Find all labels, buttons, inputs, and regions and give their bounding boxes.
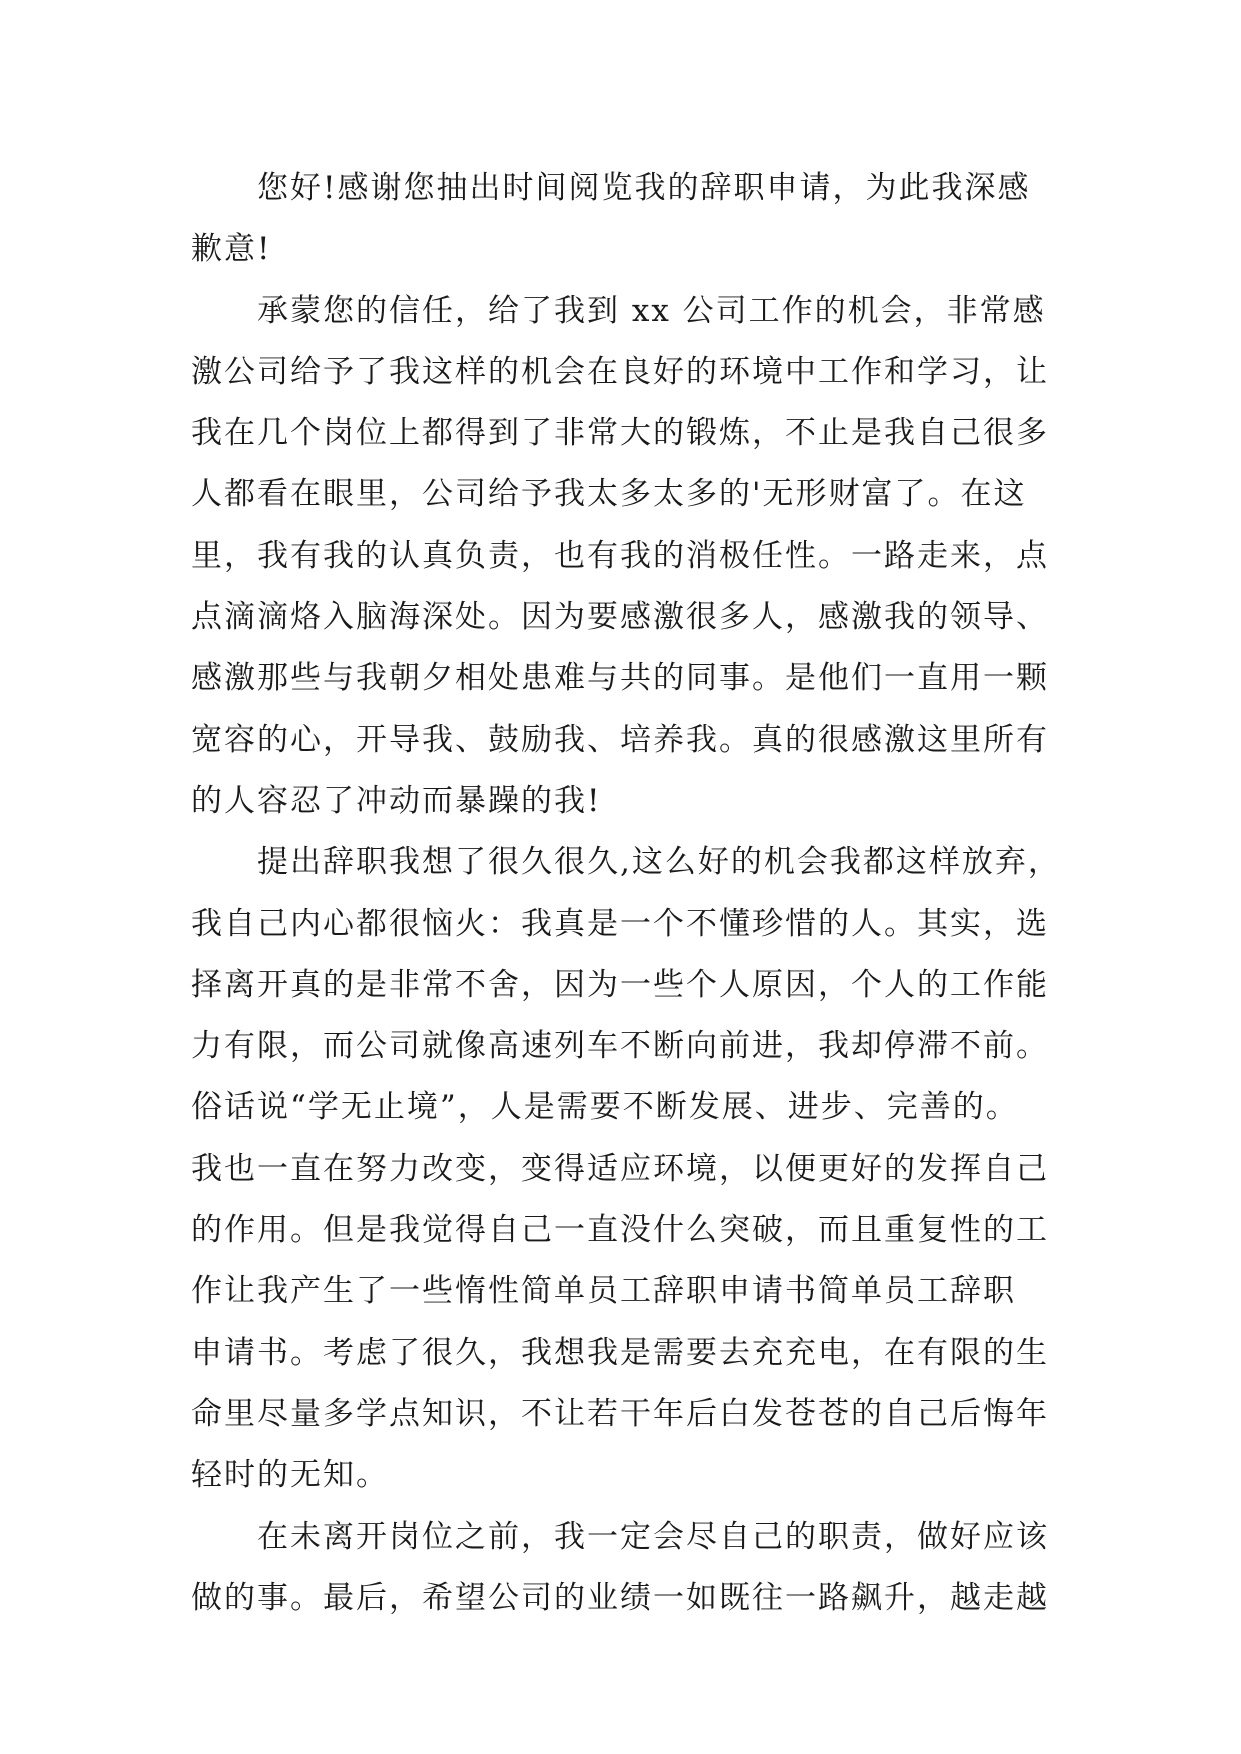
paragraph-2-line-7: 感激那些与我朝夕相处患难与共的同事。是他们一直用一颗 <box>191 660 1049 697</box>
paragraph-4-line-1: 在未离开岗位之前，我一定会尽自己的职责，做好应该 <box>257 1518 1049 1555</box>
paragraph-3-line-3: 择离开真的是非常不舍，因为一些个人原因，个人的工作能 <box>191 966 1049 1003</box>
paragraph-2-line-9: 的人容忍了冲动而暴躁的我! <box>191 782 602 819</box>
paragraph-2-line-6: 点滴滴烙入脑海深处。因为要感激很多人，感激我的领导、 <box>191 599 1049 636</box>
paragraph-2-line-2: 激公司给予了我这样的机会在良好的环境中工作和学习，让 <box>191 353 1049 390</box>
paragraph-3-line-1: 提出辞职我想了很久很久,这么好的机会我都这样放弃， <box>257 844 1061 881</box>
paragraph-2-line-1: 承蒙您的信任，给了我到 xx 公司工作的机会，非常感 <box>257 292 1046 329</box>
paragraph-2-line-5: 里，我有我的认真负责，也有我的消极任性。一路走来，点 <box>191 537 1049 574</box>
paragraph-4-line-2: 做的事。最后，希望公司的业绩一如既往一路飙升，越走越 <box>191 1579 1049 1616</box>
paragraph-1-line-1: 您好!感谢您抽出时间阅览我的辞职申请，为此我深感 <box>257 170 1031 206</box>
paragraph-2-line-3: 我在几个岗位上都得到了非常大的锻炼，不止是我自己很多 <box>191 415 1049 452</box>
letter-body <box>191 158 1071 1629</box>
paragraph-3-line-11: 轻时的无知。 <box>191 1457 389 1494</box>
paragraph-3-line-2: 我自己内心都很恼火：我真是一个不懂珍惜的人。其实，选 <box>191 905 1049 942</box>
paragraph-2-line-8: 宽容的心，开导我、鼓励我、培养我。真的很感激这里所有 <box>191 721 1049 758</box>
paragraph-3-line-7: 的作用。但是我觉得自己一直没什么突破，而且重复性的工 <box>191 1212 1049 1249</box>
paragraph-3-line-8: 作让我产生了一些惰性简单员工辞职申请书简单员工辞职 <box>191 1273 1016 1310</box>
paragraph-3-line-10: 命里尽量多学点知识，不让若干年后白发苍苍的自己后悔年 <box>191 1395 1049 1432</box>
paragraph-2-line-4: 人都看在眼里，公司给予我太多太多的'无形财富了。在这 <box>191 476 1027 513</box>
paragraph-3-line-5: 俗话说“学无止境”，人是需要不断发展、进步、完善的。 <box>191 1089 1019 1126</box>
paragraph-1-line-2: 歉意! <box>191 231 272 268</box>
paragraph-3-line-6: 我也一直在努力改变，变得适应环境，以便更好的发挥自己 <box>191 1150 1049 1187</box>
paragraph-3-line-4: 力有限，而公司就像高速列车不断向前进，我却停滞不前。 <box>191 1028 1049 1065</box>
paragraph-3-line-9: 申请书。考虑了很久，我想我是需要去充充电，在有限的生 <box>191 1334 1049 1371</box>
